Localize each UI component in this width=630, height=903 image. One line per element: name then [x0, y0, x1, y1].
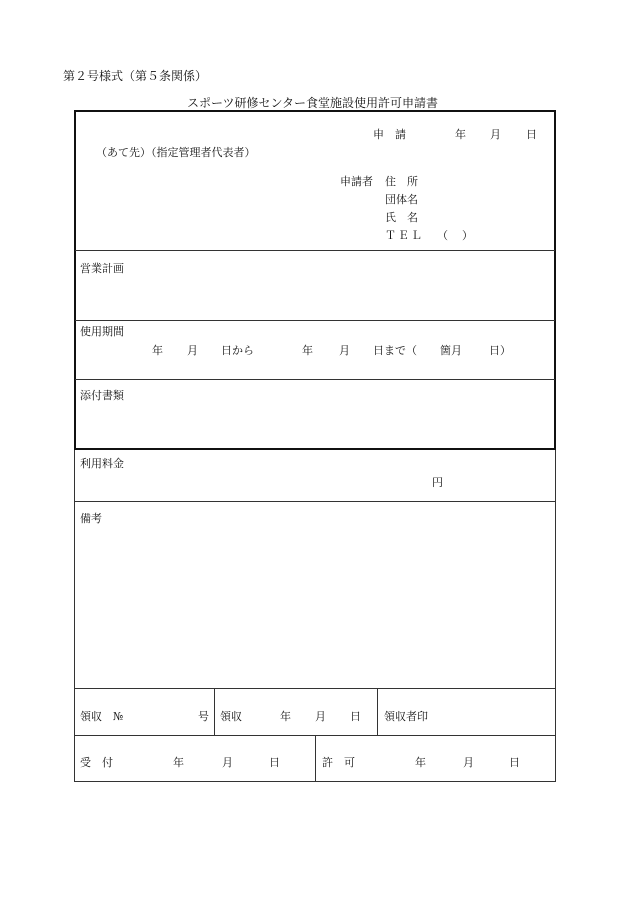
- period-months: 箇月: [440, 344, 462, 357]
- applicant-box: [74, 110, 556, 450]
- attachments-label: 添付書類: [80, 389, 124, 402]
- period-until: 日まで（: [373, 344, 417, 357]
- period-year-1: 年: [152, 344, 163, 357]
- receipt-day: 日: [350, 710, 361, 723]
- permit-label: 許 可: [322, 756, 355, 769]
- form-title: スポーツ研修センター食堂施設使用許可申請書: [187, 96, 439, 110]
- tel-paren-close: ）: [462, 229, 473, 242]
- receipt-no-label: 領収 №: [80, 710, 124, 723]
- application-month: 月: [490, 128, 501, 141]
- permit-year: 年: [415, 756, 426, 769]
- business-plan-label: 営業計画: [80, 262, 124, 275]
- receiver-seal-label: 領収者印: [384, 710, 428, 723]
- accept-month: 月: [222, 756, 233, 769]
- fee-label: 利用料金: [80, 457, 124, 470]
- tel-label: ＴＥＬ: [385, 229, 424, 242]
- addressee: （あて先）（指定管理者代表者）: [96, 146, 256, 159]
- receipt-date-label: 領収: [220, 710, 242, 723]
- receipt-year: 年: [280, 710, 291, 723]
- period-from: 日から: [221, 344, 254, 357]
- group-label: 団体名: [385, 193, 418, 206]
- remarks-label: 備考: [80, 512, 102, 525]
- fee-yen: 円: [432, 476, 443, 489]
- accept-day: 日: [269, 756, 280, 769]
- name-label: 氏 名: [385, 211, 418, 224]
- usage-period-label: 使用期間: [80, 325, 124, 338]
- period-days-close: 日）: [489, 344, 511, 357]
- permit-month: 月: [463, 756, 474, 769]
- receipt-number-suffix: 号: [198, 710, 209, 723]
- application-day: 日: [526, 128, 537, 141]
- period-year-2: 年: [302, 344, 313, 357]
- accept-label: 受 付: [80, 756, 113, 769]
- applicant-label: 申請者: [340, 175, 373, 188]
- permit-day: 日: [509, 756, 520, 769]
- address-label: 住 所: [385, 175, 418, 188]
- period-month-1: 月: [187, 344, 198, 357]
- receipt-month: 月: [315, 710, 326, 723]
- application-label: 申 請: [373, 128, 406, 141]
- form-number: 第２号様式（第５条関係）: [63, 69, 208, 83]
- application-year: 年: [455, 128, 466, 141]
- period-month-2: 月: [339, 344, 350, 357]
- accept-year: 年: [173, 756, 184, 769]
- tel-paren-open: （: [437, 229, 448, 242]
